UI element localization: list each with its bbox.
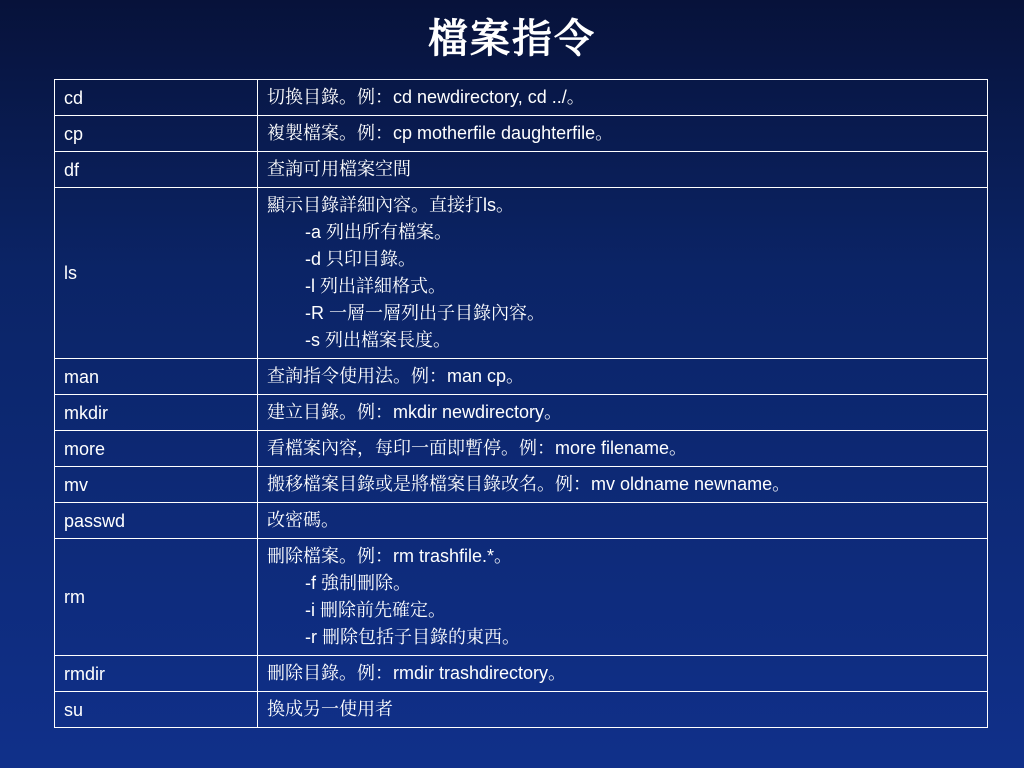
table-row	[55, 539, 988, 656]
table-row	[55, 431, 988, 467]
command-name-cell: rm	[55, 539, 258, 656]
command-description-cell	[258, 431, 988, 467]
description-line: 顯示目錄詳細內容。直接打ls。	[267, 195, 514, 215]
command-name-cell: cp	[55, 116, 258, 152]
description-line: 換成另一使用者	[267, 699, 393, 719]
command-name-cell: ls	[55, 188, 258, 359]
table-row	[55, 152, 988, 188]
command-description-cell	[258, 188, 988, 359]
table-row	[55, 395, 988, 431]
option-line: -r 刪除包括子目錄的東西。	[305, 627, 520, 647]
description-line: 查詢可用檔案空間	[267, 159, 411, 179]
description-line: 查詢指令使用法。例：man cp。	[267, 366, 525, 386]
table-row	[55, 467, 988, 503]
command-description-cell	[258, 503, 988, 539]
description-line: 建立目錄。例：mkdir newdirectory。	[267, 402, 563, 422]
option-line: -R 一層一層列出子目錄內容。	[305, 303, 545, 323]
command-description-cell	[258, 80, 988, 116]
command-table	[54, 79, 988, 728]
option-line: -s 列出檔案長度。	[305, 330, 451, 350]
command-description-cell	[258, 359, 988, 395]
description-line: 搬移檔案目錄或是將檔案目錄改名。例：mv oldname newname。	[267, 474, 791, 494]
table-row	[55, 188, 988, 359]
command-name-cell: more	[55, 431, 258, 467]
command-description-cell	[258, 692, 988, 728]
command-table-body	[55, 80, 988, 728]
table-row	[55, 359, 988, 395]
description-line: 刪除目錄。例：rmdir trashdirectory。	[267, 663, 567, 683]
slide-title: 檔案指令	[428, 15, 596, 62]
option-line: -i 刪除前先確定。	[305, 600, 446, 620]
command-description-cell	[258, 656, 988, 692]
command-description-cell	[258, 395, 988, 431]
command-description-cell	[258, 467, 988, 503]
command-name-cell: df	[55, 152, 258, 188]
description-line: 刪除檔案。例：rm trashfile.*。	[267, 546, 513, 566]
table-row	[55, 80, 988, 116]
command-name-cell: mkdir	[55, 395, 258, 431]
table-row	[55, 656, 988, 692]
command-name-cell: mv	[55, 467, 258, 503]
option-line: -l 列出詳細格式。	[305, 276, 446, 296]
description-line: 改密碼。	[267, 510, 339, 530]
option-line: -d 只印目錄。	[305, 249, 417, 269]
command-description-cell	[258, 152, 988, 188]
option-line: -f 強制刪除。	[305, 573, 411, 593]
description-line: 看檔案內容，每印一面即暫停。例：more filename。	[267, 438, 688, 458]
command-name-cell: man	[55, 359, 258, 395]
command-name-cell: passwd	[55, 503, 258, 539]
table-row	[55, 503, 988, 539]
table-row	[55, 116, 988, 152]
command-name-cell: cd	[55, 80, 258, 116]
table-row	[55, 692, 988, 728]
command-description-cell	[258, 116, 988, 152]
option-line: -a 列出所有檔案。	[305, 222, 453, 242]
command-name-cell: su	[55, 692, 258, 728]
command-name-cell: rmdir	[55, 656, 258, 692]
description-line: 複製檔案。例：cp motherfile daughterfile。	[267, 123, 614, 143]
command-description-cell	[258, 539, 988, 656]
description-line: 切換目錄。例：cd newdirectory, cd ../。	[267, 87, 585, 107]
